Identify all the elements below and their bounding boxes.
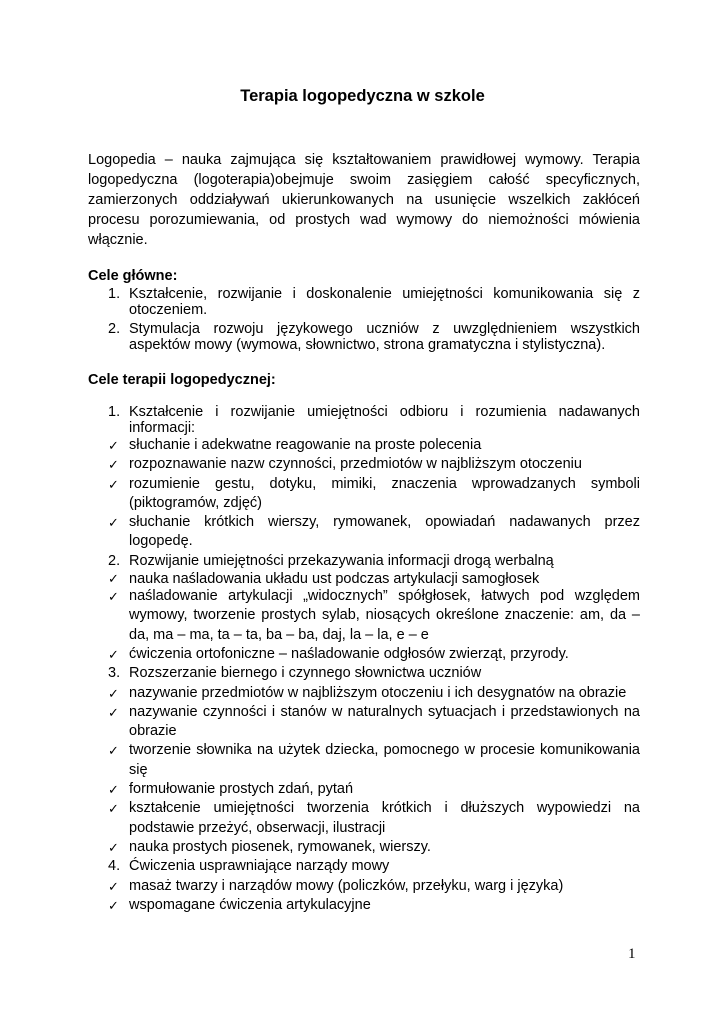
checkmark-icon: ✓	[108, 839, 119, 855]
checkmark-icon: ✓	[108, 646, 119, 662]
checkmark-icon: ✓	[108, 782, 119, 798]
checklist-item: ✓ kształcenie umiejętności tworzenia krótkich i dłuższych wypowiedzi na podstawie przeżyć, obserwacji, ilustracji	[108, 800, 640, 836]
therapy-goals-list	[108, 404, 640, 915]
checkmark-icon: ✓	[108, 438, 119, 453]
checklist-item: ✓ rozpoznawanie nazw czynności, przedmiotów w najbliższym otoczeniu	[108, 455, 640, 474]
main-goal-item: 1. Kształcenie, rozwijanie i doskonalenie umiejętności komunikowania się z otoczeniem.	[108, 286, 640, 318]
therapy-section-4: 4. Ćwiczenia usprawniające narządy mowy	[108, 858, 390, 875]
checklist-item: ✓ słuchanie i adekwatne reagowanie na proste polecenia	[108, 436, 640, 455]
checkmark-icon: ✓	[108, 685, 119, 701]
checklist-item: ✓ wspomagane ćwiczenia artykulacyjne	[108, 896, 640, 915]
checkmark-icon: ✓	[108, 476, 119, 492]
therapy-section-1: 1. Kształcenie i rozwijanie umiejętności odbioru i rozumienia nadawanych informacji:	[108, 404, 640, 436]
checklist-item: ✓ ćwiczenia ortofoniczne – naśladowanie odgłosów zwierząt, przyrody.	[108, 645, 640, 664]
page-title: Terapia logopedyczna w szkole	[240, 87, 485, 105]
page-number: 1	[628, 946, 636, 962]
checkmark-icon: ✓	[108, 897, 119, 913]
checklist-item: ✓ naśladowanie artykulacji „widocznych” spółgłosek, łatwych pod względem wymowy, tworzenie prostych sylab, niosących określone znaczenie: am, da – da, ma – ma, ta – ta, ba – ba, daj, la – la, e – e	[108, 588, 640, 643]
checkmark-icon: ✓	[108, 515, 119, 531]
checkmark-icon: ✓	[108, 704, 119, 720]
intro-paragraph: Logopedia – nauka zajmująca się kształtowaniem prawidłowej wymowy. Terapia logopedyczna (logoterapia)obejmuje swoim zasięgiem całość specyficznych, zamierzonych oddziaływań ukierunkowanych na usunięcie wszelkich zakłóceń procesu porozumiewania, od prostych wad wymowy do niemożności mówienia włącznie.	[88, 152, 640, 248]
checklist-item: ✓ nazywanie czynności i stanów w naturalnych sytuacjach i przedstawionych na obrazie	[108, 703, 640, 740]
checklist-item: ✓ nauka naśladowania układu ust podczas artykulacji samogłosek	[108, 571, 540, 588]
therapy-section-2: 2. Rozwijanie umiejętności przekazywania informacji drogą werbalną	[108, 552, 554, 569]
checklist-item: ✓ masaż twarzy i narządów mowy (policzków, przełyku, warg i języka)	[108, 877, 640, 896]
checkmark-icon: ✓	[108, 571, 119, 587]
checklist-item: ✓ rozumienie gestu, dotyku, mimiki, znaczenia wprowadzanych symboli (piktogramów, zdjęć)	[108, 475, 640, 511]
main-goals-list	[108, 286, 640, 353]
checklist-item: ✓ nauka prostych piosenek, rymowanek, wierszy.	[108, 838, 640, 857]
checklist-item: ✓ tworzenie słownika na użytek dziecka, pomocnego w procesie komunikowania się	[108, 742, 640, 778]
checkmark-icon: ✓	[108, 743, 119, 759]
checkmark-icon: ✓	[108, 589, 119, 605]
main-goals-heading: Cele główne:	[88, 268, 178, 284]
checkmark-icon: ✓	[108, 457, 119, 473]
therapy-goals-heading: Cele terapii logopedycznej:	[88, 372, 276, 388]
therapy-section-3: 3. Rozszerzanie biernego i czynnego słownictwa uczniów	[108, 665, 482, 682]
checklist-item: ✓ formułowanie prostych zdań, pytań	[108, 780, 640, 799]
checklist-item: ✓ słuchanie krótkich wierszy, rymowanek, opowiadań nadawanych przez logopedę.	[108, 514, 640, 550]
checklist-item: ✓ nazywanie przedmiotów w najbliższym otoczeniu i ich desygnatów na obrazie	[108, 684, 640, 703]
checkmark-icon: ✓	[108, 878, 119, 894]
checkmark-icon: ✓	[108, 801, 119, 817]
main-goal-item: 2. Stymulacja rozwoju językowego uczniów z uwzględnieniem wszystkich aspektów mowy (wymowa, słownictwo, strona gramatyczna i stylistyczna).	[108, 321, 640, 353]
